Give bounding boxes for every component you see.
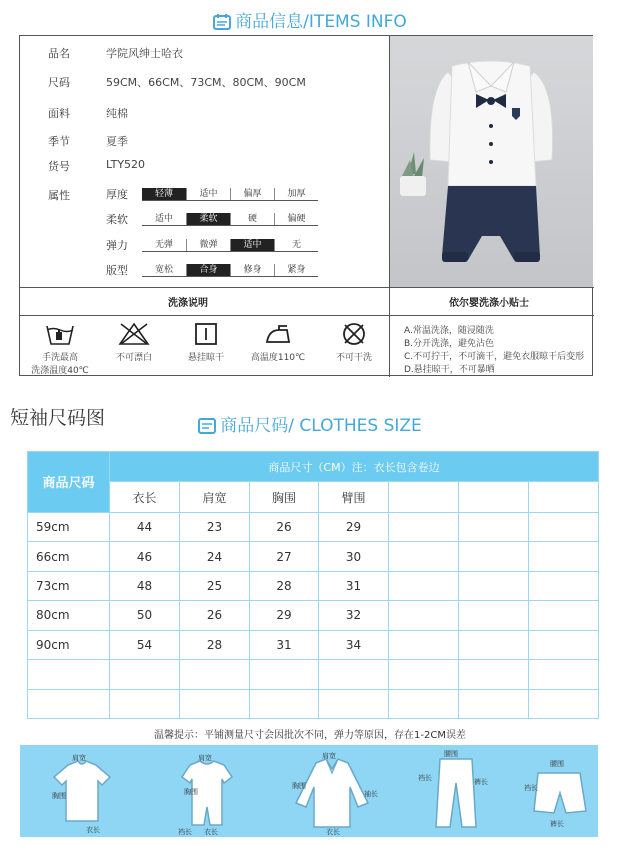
tip-item: B.分开洗涤，避免沾色 — [404, 339, 495, 349]
table-cell: 26 — [250, 512, 319, 541]
attr-option: 修身 — [230, 264, 274, 276]
table-cell: 28 — [250, 571, 319, 600]
wash-tips-list — [404, 325, 584, 377]
table-cell: 50 — [110, 601, 180, 630]
measurement-diagrams — [20, 745, 598, 837]
table-cell — [459, 630, 529, 659]
label-item-no: 货号 — [48, 160, 70, 173]
table-cell: 29 — [250, 601, 319, 630]
table-cell: 54 — [110, 630, 180, 659]
measurement-reminder: 温馨提示：平铺测量尺寸会因批次不同，弹力等原因，存在1-2CM误差 — [154, 730, 466, 741]
attr-fit — [106, 263, 318, 277]
size-label: 73cm — [28, 571, 110, 600]
care-text: 不可漂白 — [115, 353, 152, 363]
table-row — [28, 512, 599, 541]
attr-elasticity — [106, 238, 318, 252]
table-row — [28, 689, 599, 718]
table-cell — [389, 571, 459, 600]
label-name: 品名 — [48, 47, 70, 60]
care-hang-dry — [176, 322, 236, 363]
diagram-label: 衣长 — [86, 826, 100, 834]
table-cell: 26 — [180, 601, 250, 630]
attr-option: 紧身 — [274, 264, 318, 276]
diagram-label: 袖长 — [364, 790, 378, 798]
diagram-label: 裤长 — [550, 820, 564, 828]
size-label — [28, 660, 110, 689]
table-cell: 31 — [319, 571, 389, 600]
table-cell — [529, 512, 599, 541]
value-size: 59CM、66CM、73CM、80CM、90CM — [106, 76, 306, 89]
table-cell: 31 — [250, 630, 319, 659]
attr-option: 宽松 — [154, 264, 173, 275]
care-text: 不可干洗 — [335, 353, 372, 363]
table-row — [28, 571, 599, 600]
attr-option: 无 — [274, 239, 318, 251]
diagram-label: 裆长 — [524, 784, 538, 792]
table-cell — [389, 601, 459, 630]
column-header — [389, 482, 459, 512]
romper-illustration — [390, 36, 593, 287]
table-cell — [250, 689, 319, 718]
table-cell — [180, 660, 250, 689]
table-cell — [389, 512, 459, 541]
wash-tips-title: 依尔婴洗涤小贴士 — [449, 298, 529, 309]
table-cell: 27 — [250, 542, 319, 571]
items-info-title: 商品信息/ITEMS INFO — [235, 12, 407, 32]
column-header — [529, 482, 599, 512]
table-cell: 34 — [319, 630, 389, 659]
care-hand-wash — [30, 322, 90, 376]
no-bleach-icon — [118, 322, 150, 346]
table-cell — [180, 689, 250, 718]
tip-item: A.常温洗涤，随浸随洗 — [404, 326, 494, 336]
size-label: 59cm — [28, 512, 110, 541]
no-dry-clean-icon — [341, 322, 367, 346]
size-label: 80cm — [28, 601, 110, 630]
table-cell — [459, 660, 529, 689]
table-row — [28, 542, 599, 571]
clothes-size-header — [0, 411, 620, 436]
diagram-label: 裆长 — [418, 774, 432, 782]
wash-instructions-title: 洗涤说明 — [168, 298, 208, 309]
attr-option: 硬 — [230, 213, 274, 225]
shorts-diagram — [524, 747, 598, 835]
care-no-bleach — [104, 322, 164, 363]
table-cell — [389, 630, 459, 659]
items-info-header — [0, 7, 620, 32]
column-header: 臂围 — [319, 482, 389, 512]
column-header — [459, 482, 529, 512]
attr-option-selected: 合身 — [186, 264, 230, 276]
attr-option: 适中 — [154, 213, 173, 224]
shirt-diagram — [282, 747, 382, 835]
table-cell — [459, 512, 529, 541]
care-iron — [248, 322, 308, 363]
product-photo — [390, 36, 593, 287]
attr-option: 无弹 — [154, 239, 173, 250]
table-cell — [459, 601, 529, 630]
tip-item: D.悬挂晾干，不可暴晒 — [404, 365, 495, 375]
size-label — [28, 689, 110, 718]
value-name: 学院风绅士哈衣 — [106, 47, 183, 60]
diagram-label: 衣长 — [204, 828, 218, 836]
table-cell — [529, 660, 599, 689]
value-fabric: 纯棉 — [106, 107, 128, 120]
table-cell — [459, 689, 529, 718]
ruler-card-icon — [198, 418, 216, 434]
table-cell — [529, 542, 599, 571]
table-cell — [319, 689, 389, 718]
attr-name: 弹力 — [106, 239, 128, 252]
table-row — [28, 660, 599, 689]
care-no-dry-clean — [324, 322, 384, 363]
table-cell — [389, 660, 459, 689]
iron-icon — [263, 322, 293, 346]
attr-name: 柔软 — [106, 213, 128, 226]
hand-wash-icon — [45, 322, 75, 346]
diagram-label: 裤长 — [474, 778, 488, 786]
attr-name: 厚度 — [106, 188, 128, 201]
column-header: 肩宽 — [180, 482, 250, 512]
label-season: 季节 — [48, 135, 70, 148]
calendar-icon — [213, 14, 231, 30]
attr-option: 微弹 — [186, 239, 230, 251]
table-cell: 44 — [110, 512, 180, 541]
table-cell — [459, 571, 529, 600]
care-text: 高温度110℃ — [250, 353, 306, 363]
diagram-label: 腰围 — [550, 760, 564, 768]
attr-name: 版型 — [106, 264, 128, 277]
size-label: 66cm — [28, 542, 110, 571]
diagram-label: 肩宽 — [198, 754, 212, 762]
attr-option-selected: 柔软 — [186, 213, 230, 225]
size-note: 商品尺寸（CM）注：衣长包含卷边 — [110, 452, 599, 482]
label-attributes: 属性 — [48, 189, 70, 202]
table-cell — [110, 689, 180, 718]
table-cell — [389, 689, 459, 718]
pants-diagram — [416, 747, 496, 835]
diagram-label: 肩宽 — [72, 754, 86, 762]
care-text: 悬挂晾干 — [187, 353, 224, 363]
table-cell — [250, 660, 319, 689]
diagram-label: 胸围 — [52, 792, 66, 800]
tshirt-diagram — [42, 747, 122, 835]
table-cell — [110, 660, 180, 689]
attr-thickness — [106, 187, 318, 201]
diagram-label: 衣长 — [326, 828, 340, 836]
table-cell: 48 — [110, 571, 180, 600]
table-cell — [529, 571, 599, 600]
care-text: 洗涤温度40℃ — [31, 366, 89, 376]
care-text: 手洗最高 — [41, 353, 78, 363]
product-info-panel — [19, 35, 593, 376]
table-cell: 28 — [180, 630, 250, 659]
table-cell — [529, 601, 599, 630]
table-row — [28, 630, 599, 659]
size-table — [27, 451, 599, 719]
clothes-size-title: 商品尺码/ CLOTHES SIZE — [220, 416, 422, 436]
table-cell: 29 — [319, 512, 389, 541]
diagram-label: 胸围 — [292, 782, 306, 790]
table-cell — [319, 660, 389, 689]
label-size: 尺码 — [48, 76, 70, 89]
tip-item: C.不可拧干，不可滴干，避免衣服晾干后变形 — [404, 352, 585, 362]
attr-softness — [106, 212, 318, 226]
attr-option: 偏硬 — [274, 213, 318, 225]
table-cell — [529, 630, 599, 659]
label-fabric: 面料 — [48, 107, 70, 120]
table-cell: 32 — [319, 601, 389, 630]
short-sleeve-size-title: 短袖尺码图 — [10, 407, 106, 429]
table-cell: 23 — [180, 512, 250, 541]
pants-icon — [416, 747, 496, 835]
value-season: 夏季 — [106, 135, 128, 148]
table-cell: 25 — [180, 571, 250, 600]
attr-option-selected: 轻薄 — [142, 188, 186, 200]
table-cell — [389, 542, 459, 571]
size-label: 90cm — [28, 630, 110, 659]
column-header: 衣长 — [110, 482, 180, 512]
diagram-label: 腰围 — [444, 750, 458, 758]
attr-option-selected: 适中 — [230, 239, 274, 251]
value-item-no: LTY520 — [106, 158, 146, 171]
diagram-label: 裆长 — [178, 828, 192, 836]
attr-option: 偏厚 — [230, 188, 274, 200]
attr-option: 加厚 — [274, 188, 318, 200]
diagram-label: 肩宽 — [322, 752, 336, 760]
diagram-label: 胸围 — [184, 788, 198, 796]
size-caption: 商品尺码 — [28, 452, 110, 513]
table-row — [28, 601, 599, 630]
column-header: 胸围 — [250, 482, 319, 512]
romper-diagram — [162, 747, 252, 835]
table-cell: 46 — [110, 542, 180, 571]
table-cell: 30 — [319, 542, 389, 571]
hang-dry-icon — [194, 322, 218, 346]
table-cell — [529, 689, 599, 718]
table-cell — [459, 542, 529, 571]
attr-option: 适中 — [186, 188, 230, 200]
table-cell: 24 — [180, 542, 250, 571]
